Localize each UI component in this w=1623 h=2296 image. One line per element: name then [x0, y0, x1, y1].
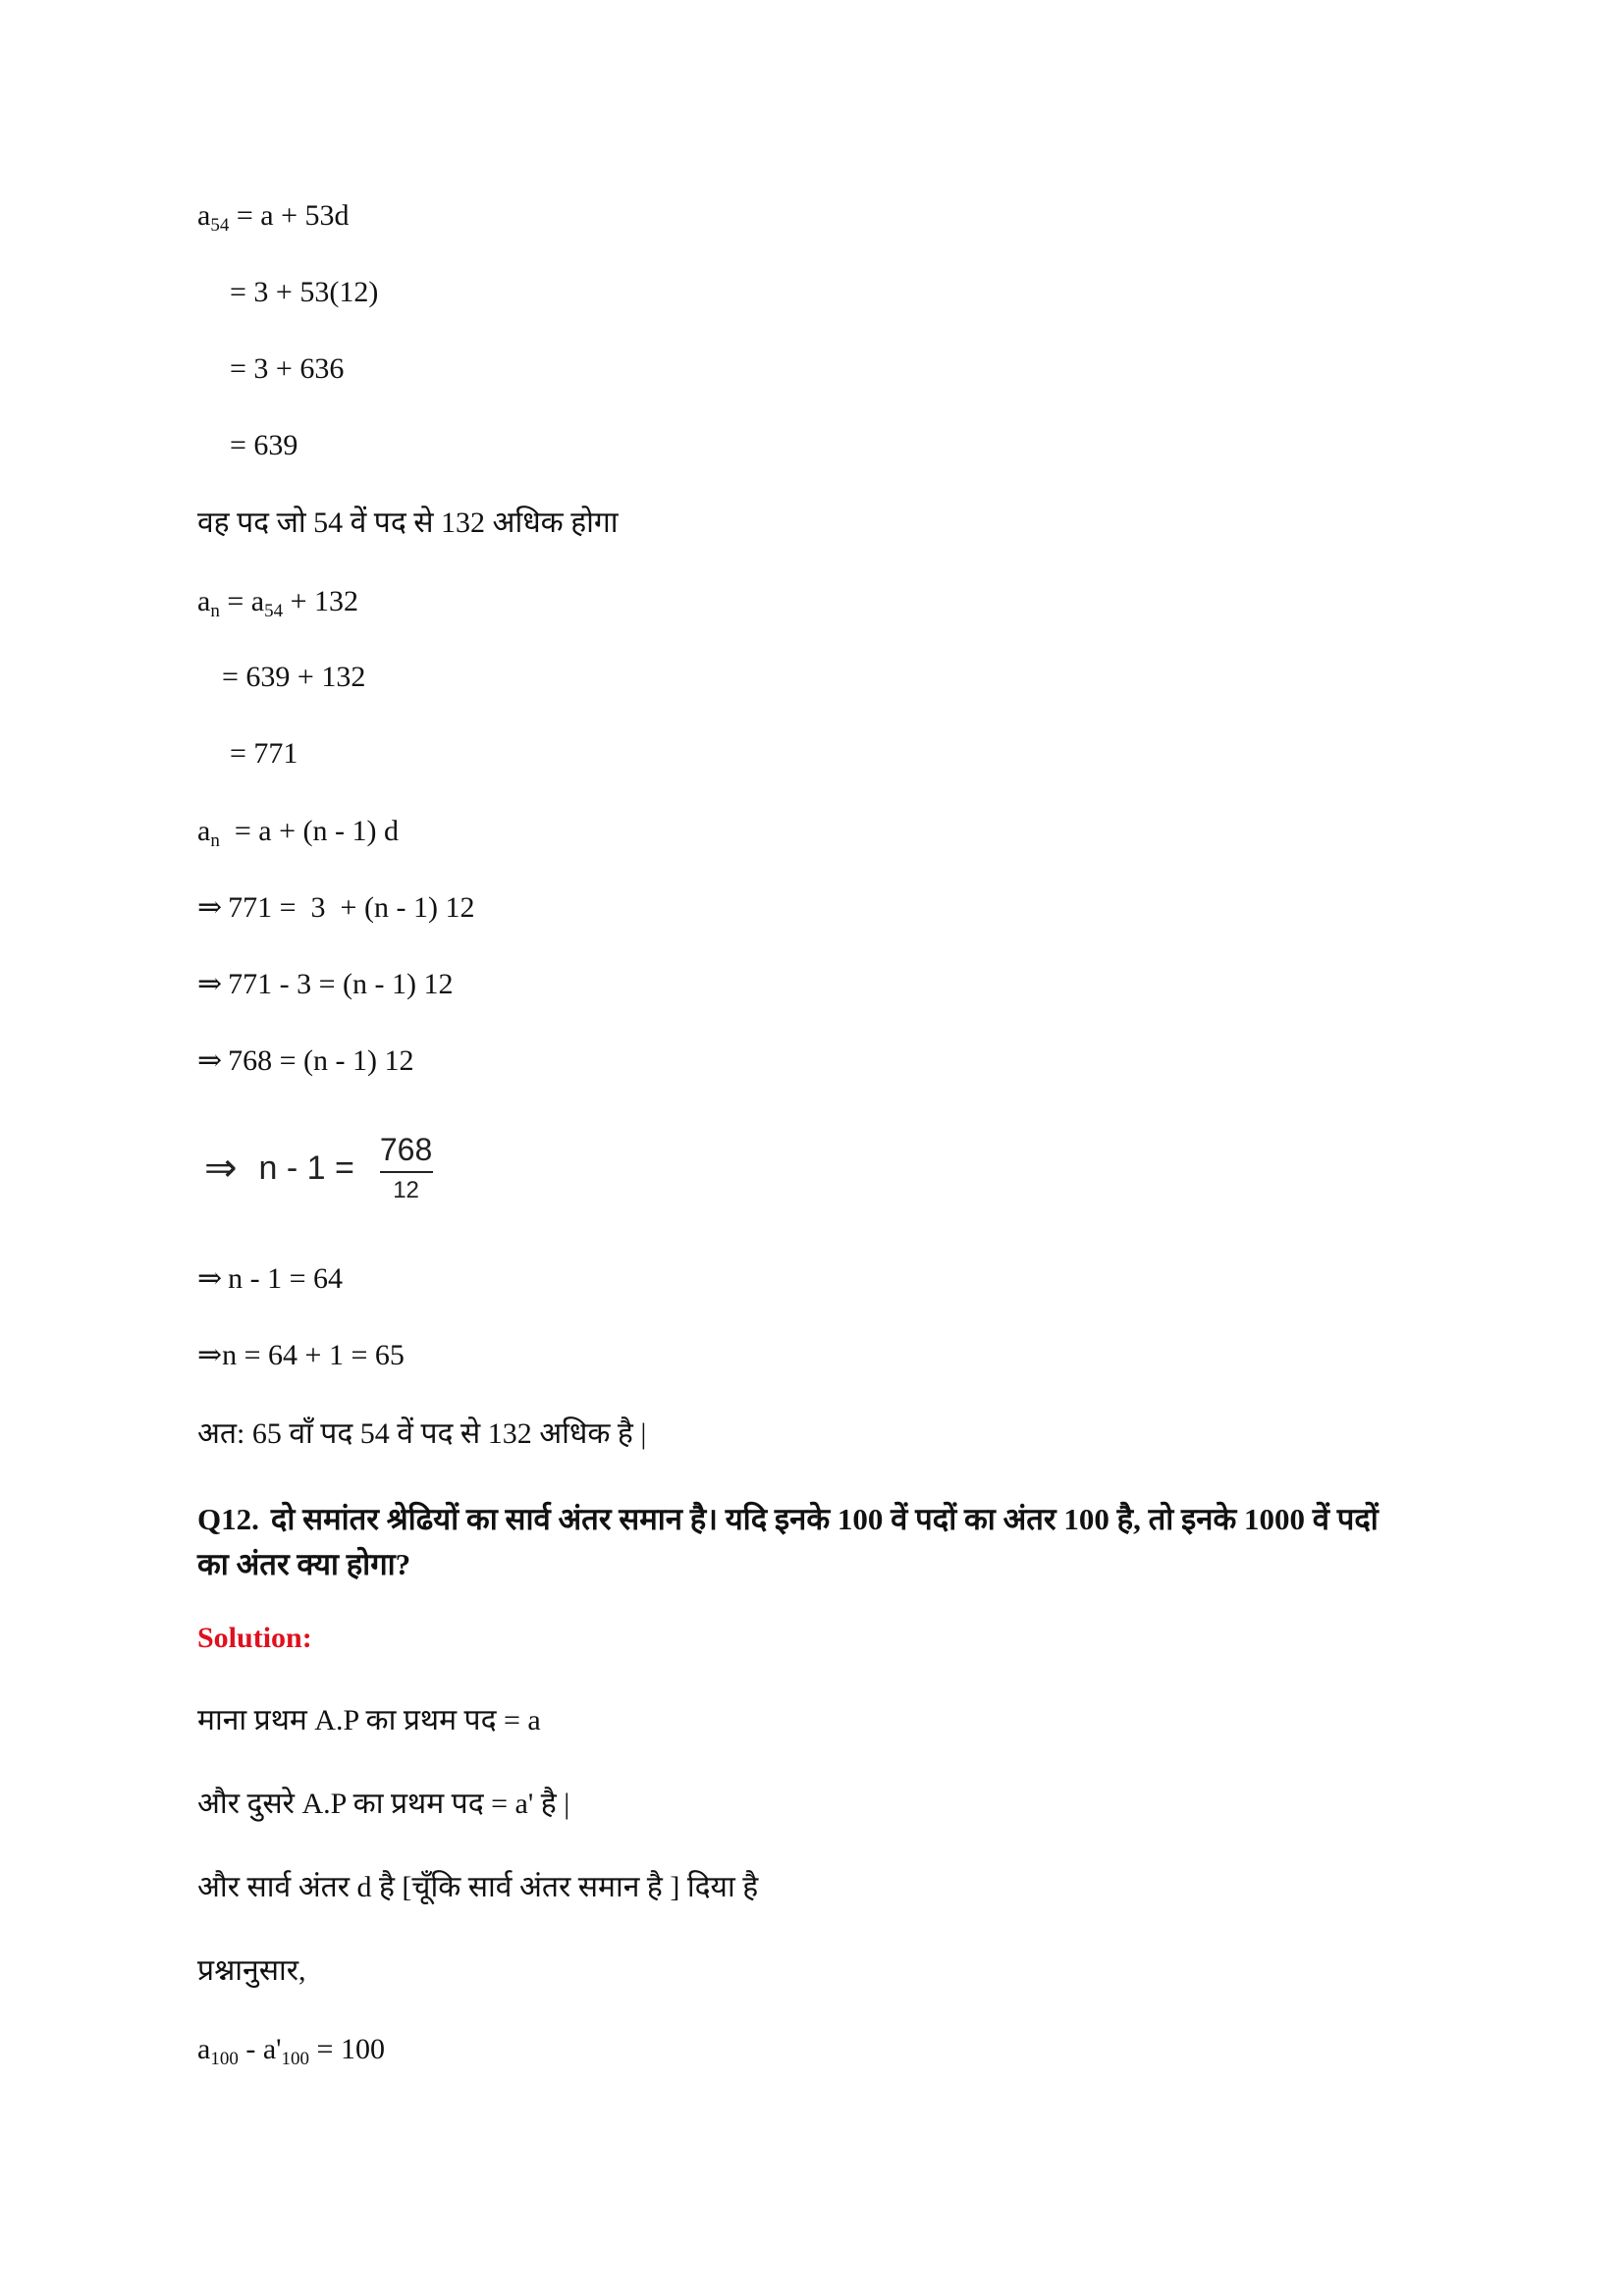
eq-text: a — [197, 2033, 211, 2065]
implies-arrow-icon: ⇒ — [197, 1044, 223, 1077]
equation-step: = 771 — [230, 737, 298, 770]
eq-subscript: n — [210, 830, 220, 851]
solution-label: Solution: — [197, 1622, 312, 1654]
eq-text: 771 = 3 + (n - 1) 12 — [228, 891, 475, 924]
implies-arrow-icon: ⇒ — [197, 1339, 223, 1371]
eq-text: n = 64 + 1 = 65 — [222, 1339, 405, 1371]
question-heading — [197, 1497, 1405, 1587]
eq-text: = a — [219, 585, 265, 617]
implies-arrow-icon: ⇒ — [197, 1262, 223, 1295]
fraction-numerator: 768 — [379, 1132, 433, 1167]
eq-subscript: 100 — [210, 2049, 239, 2069]
eq-text: n - 1 = — [258, 1148, 354, 1187]
fraction-bar — [380, 1171, 433, 1173]
question-text: दो समांतर श्रेढियों का सार्व अंतर समान है। यदि इनके 100 वें पदों का अंतर 100 है, तो इनके 1000 वें पदों का अंतर क्या होगा? — [197, 1502, 1379, 1581]
eq-text: 768 = (n - 1) 12 — [228, 1044, 414, 1077]
eq-text: a — [197, 199, 211, 232]
hindi-statement: वह पद जो 54 वें पद से 132 अधिक होगा — [197, 507, 619, 539]
eq-subscript: n — [210, 601, 220, 621]
equation-implies — [197, 965, 454, 1004]
eq-text: 771 - 3 = (n - 1) 12 — [228, 968, 454, 1000]
eq-text: = a + (n - 1) d — [219, 815, 399, 847]
conclusion-statement: अत: 65 वाँ पद 54 वें पद से 132 अधिक है | — [197, 1417, 647, 1450]
equation-an — [197, 582, 358, 621]
implies-arrow-icon: ⇒ — [204, 1147, 238, 1190]
eq-subscript: 100 — [281, 2049, 310, 2069]
eq-text: a — [197, 815, 211, 847]
equation-implies — [197, 1041, 414, 1081]
equation-implies — [197, 1336, 405, 1375]
solution-line: प्रश्नानुसार, — [197, 1954, 306, 1987]
solution-line: और दुसरे A.P का प्रथम पद = a' है | — [197, 1788, 570, 1820]
eq-text: a — [197, 585, 211, 617]
implies-arrow-icon: ⇒ — [197, 891, 223, 924]
implies-arrow-icon: ⇒ — [197, 968, 223, 1000]
equation-implies — [197, 888, 474, 928]
eq-text: = a + 53d — [229, 199, 350, 232]
equation-step: = 639 — [230, 429, 298, 461]
fraction-denominator: 12 — [393, 1177, 419, 1203]
equation-step: = 3 + 53(12) — [230, 276, 379, 308]
equation-fraction-image — [204, 1119, 436, 1217]
eq-text: n - 1 = 64 — [228, 1262, 344, 1295]
equation-general-term — [197, 812, 399, 851]
equation-difference — [197, 2030, 385, 2069]
question-number: Q12. — [197, 1502, 259, 1536]
equation-implies — [197, 1259, 343, 1299]
eq-text: = 100 — [309, 2033, 385, 2065]
solution-line: और सार्व अंतर d है [चूँकि सार्व अंतर समान है ] दिया है — [197, 1871, 759, 1903]
eq-text: - a' — [238, 2033, 282, 2065]
solution-line: माना प्रथम A.P का प्रथम पद = a — [197, 1704, 541, 1736]
equation-a54 — [197, 196, 349, 236]
equation-step: = 639 + 132 — [222, 661, 366, 693]
eq-subscript: 54 — [264, 601, 284, 621]
fraction — [376, 1131, 436, 1205]
equation-step: = 3 + 636 — [230, 352, 345, 385]
eq-subscript: 54 — [210, 215, 230, 236]
eq-text: + 132 — [283, 585, 358, 617]
